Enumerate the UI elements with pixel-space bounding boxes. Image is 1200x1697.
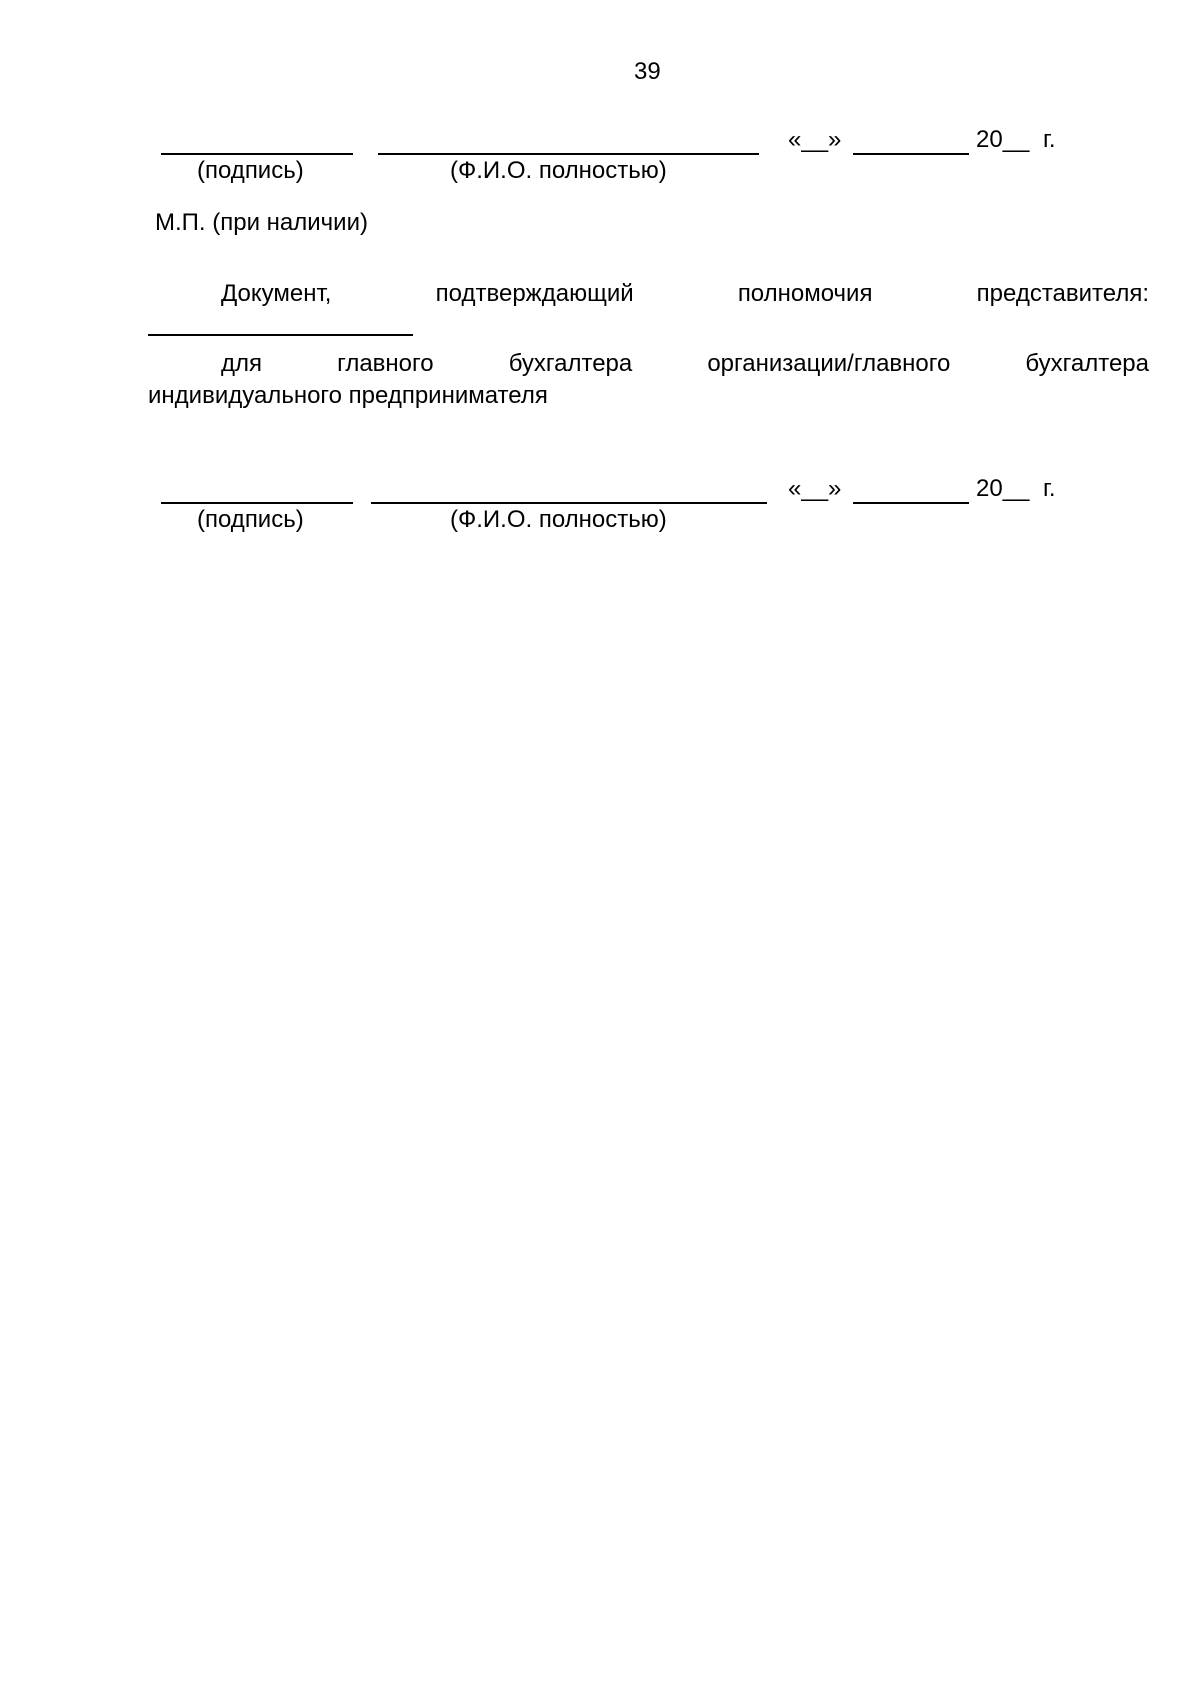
date-month-line-2 [853,502,969,504]
signature-line-1 [161,153,353,155]
authority-document-blank [148,334,413,336]
chief-accountant-word: бухгалтера [508,350,633,377]
date-year-prefix-2: 20__ [976,475,1030,502]
date-year-suffix-2: г. [1043,475,1056,502]
name-caption-1: (Ф.И.О. полностью) [450,157,667,184]
date-quote-1: «__» [788,126,842,153]
date-year-prefix-1: 20__ [976,126,1030,153]
name-line-2 [371,502,767,504]
signature-caption-2: (подпись) [197,506,304,533]
page-number: 39 [634,58,661,85]
chief-accountant-line-1 [221,352,1149,376]
authority-document-line [221,282,1149,306]
authority-word: представителя: [976,280,1149,307]
authority-word: подтверждающий [435,280,634,307]
authority-word: Документ, [221,280,332,307]
chief-accountant-word: для [221,350,263,377]
chief-accountant-word: главного [337,350,434,377]
chief-accountant-line-2: индивидуального предпринимателя [148,382,548,409]
date-month-line-1 [853,153,969,155]
date-year-suffix-1: г. [1043,126,1056,153]
signature-caption-1: (подпись) [197,157,304,184]
date-quote-2: «__» [788,475,842,502]
name-line-1 [378,153,759,155]
chief-accountant-word: бухгалтера [1025,350,1149,377]
signature-line-2 [161,502,353,504]
seal-note: М.П. (при наличии) [155,209,368,236]
name-caption-2: (Ф.И.О. полностью) [450,506,667,533]
chief-accountant-word: организации/главного [707,350,951,377]
authority-word: полномочия [737,280,873,307]
